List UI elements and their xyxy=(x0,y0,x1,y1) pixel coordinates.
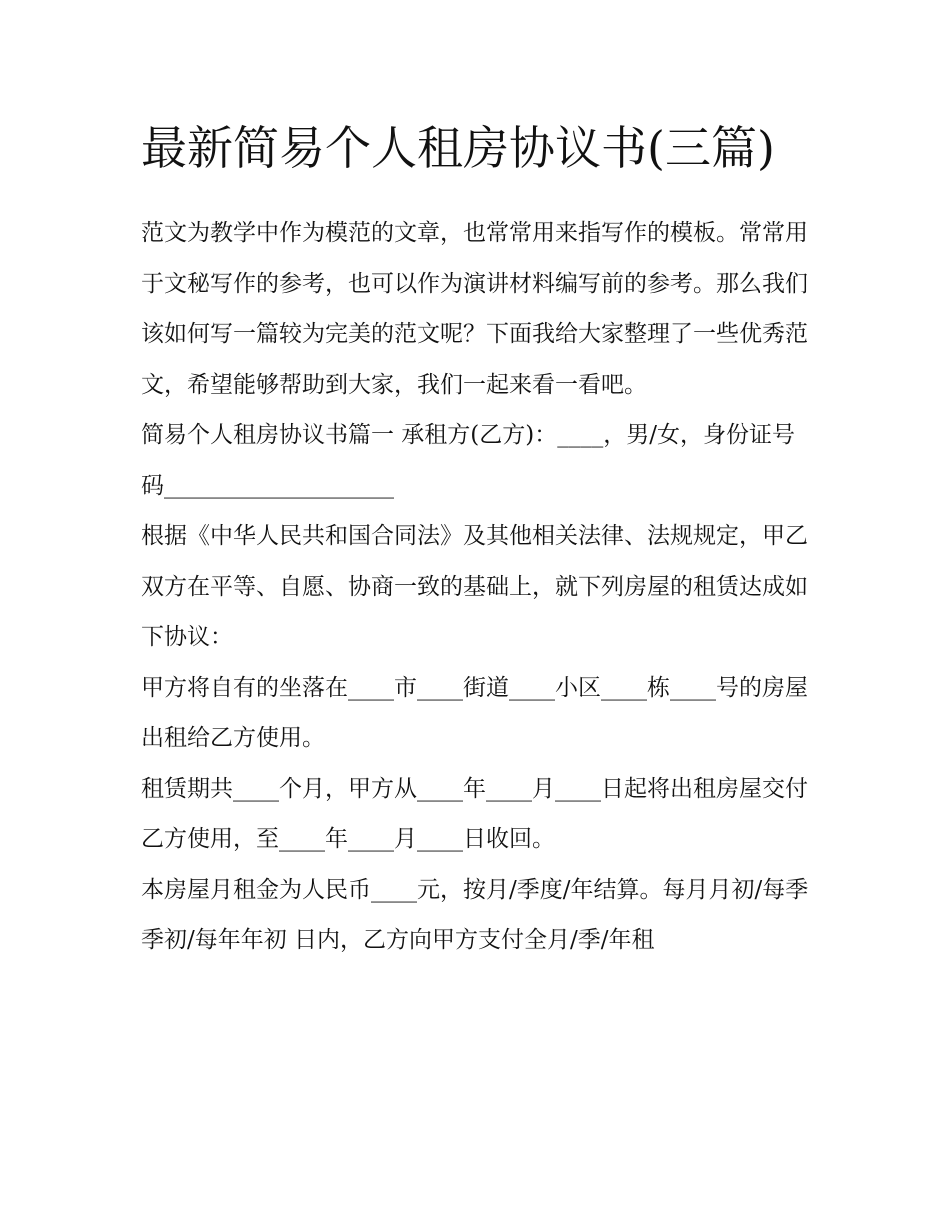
paragraph-property-location: 甲方将自有的坐落在____市____街道____小区____栋____号的房屋出租给乙方使用。 xyxy=(141,674,808,751)
paragraph-rent: 本房屋月租金为人民币____元，按月/季度/年结算。每月月初/每季季初/每年年初 日内，乙方向甲方支付全月/季/年租 xyxy=(141,876,809,953)
paragraph-lease-term: 租赁期共____个月，甲方从____年____月____日起将出租房屋交付乙方使用，至____年____月____日收回。 xyxy=(141,775,808,852)
document-body xyxy=(141,208,821,966)
paragraph-legal-basis: 根据《中华人民共和国合同法》及其他相关法律、法规规定，甲乙双方在平等、自愿、协商一致的基础上，就下列房屋的租赁达成如下协议： xyxy=(141,523,808,650)
paragraph-tenant-info: 简易个人租房协议书篇一 承租方(乙方)：____，男/女，身份证号码____________________ xyxy=(141,422,796,499)
document-content xyxy=(141,110,821,966)
document-title: 最新简易个人租房协议书(三篇) xyxy=(141,121,775,175)
paragraph-intro: 范文为教学中作为模范的文章，也常常用来指写作的模板。常常用于文秘写作的参考，也可以作为演讲材料编写前的参考。那么我们该如何写一篇较为完美的范文呢？下面我给大家整理了一些优秀范文，希望能够帮助到大家，我们一起来看一看吧。 xyxy=(141,220,808,398)
